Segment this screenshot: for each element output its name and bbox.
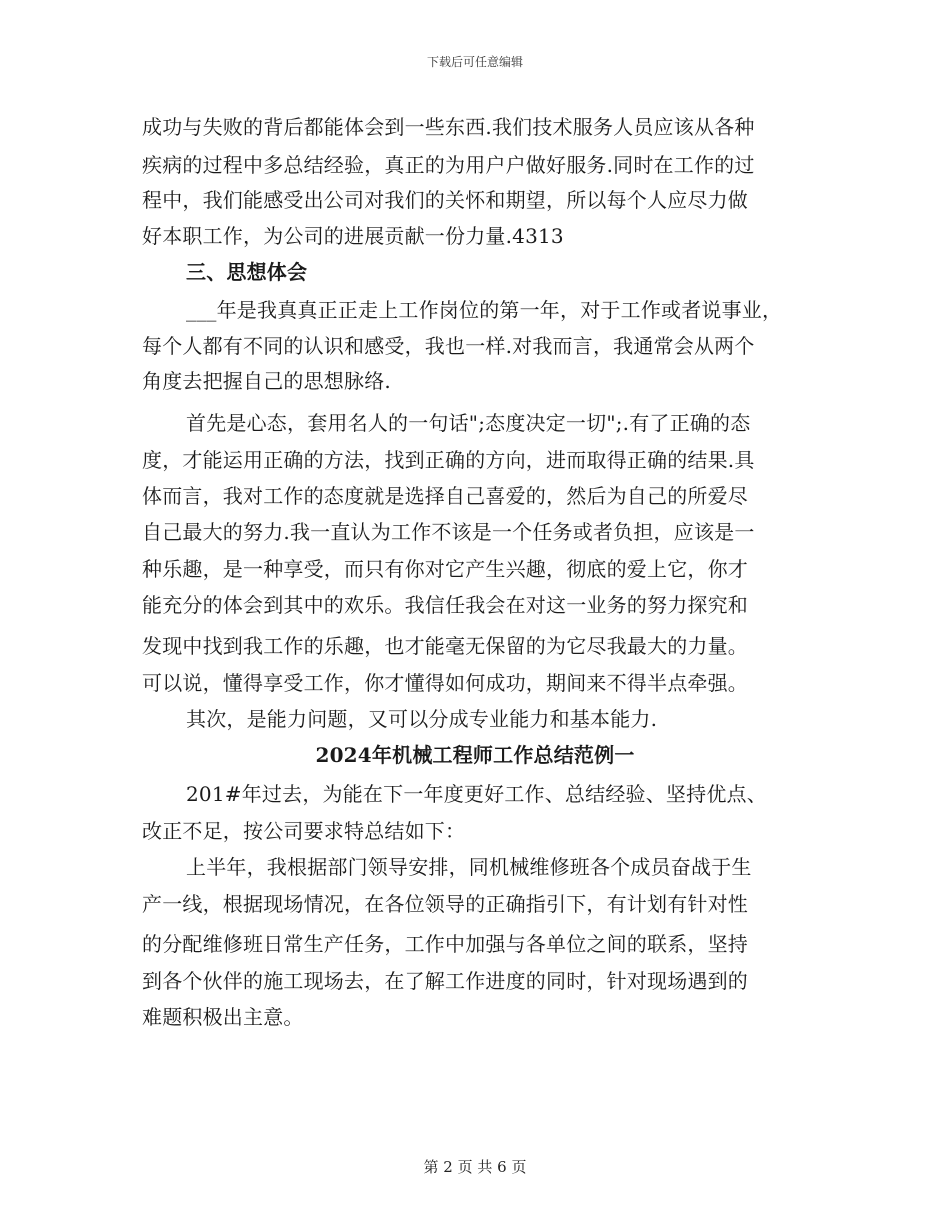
text-line: 自己最大的努力.我一直认为工作不该是一个任务或者负担，应该是一 <box>142 520 755 544</box>
text-line: 成功与失败的背后都能体会到一些东西.我们技术服务人员应该从各种 <box>142 115 755 139</box>
text-line: 每个人都有不同的认识和感受，我也一样.对我而言，我通常会从两个 <box>142 334 755 358</box>
text-line: 好本职工作，为公司的进展贡献一份力量.4313 <box>142 224 564 248</box>
text-line: ___年是我真真正正走上工作岗位的第一年，对于工作或者说事业， <box>186 298 783 322</box>
text-line: 难题积极出主意。 <box>142 1005 304 1029</box>
text-line: 发现中找到我工作的乐趣，也才能毫无保留的为它尽我最大的力量。 <box>142 634 748 658</box>
text-line: 角度去把握自己的思想脉络. <box>142 369 391 393</box>
text-line: 201#年过去，为能在下一年度更好工作、总结经验、坚持优点、 <box>186 782 767 806</box>
text-line: 体而言，我对工作的态度就是选择自己喜爱的，然后为自己的所爱尽 <box>142 484 748 508</box>
text-line: 改正不足，按公司要求特总结如下： <box>142 819 466 843</box>
text-line: 首先是心态，套用名人的一句话";态度决定一切";.有了正确的态 <box>186 411 751 435</box>
text-line: 度，才能运用正确的方法，找到正确的方向，进而取得正确的结果.具 <box>142 448 755 472</box>
text-line: 可以说，懂得享受工作，你才懂得如何成功，期间来不得半点牵强。 <box>142 671 748 695</box>
document-title: 2024年机械工程师工作总结范例一 <box>315 743 635 767</box>
text-line: 种乐趣，是一种享受，而只有你对它产生兴趣，彻底的爱上它，你才 <box>142 557 748 581</box>
page-number: 第 2 页 共 6 页 <box>423 1158 527 1176</box>
text-line: 的分配维修班日常生产任务，工作中加强与各单位之间的联系，坚持 <box>142 932 748 956</box>
text-line: 上半年，我根据部门领导安排，同机械维修班各个成员奋战于生 <box>186 855 752 879</box>
page-header: 下载后可任意编辑 <box>426 55 523 69</box>
text-line: 程中，我们能感受出公司对我们的关怀和期望，所以每个人应尽力做 <box>142 188 748 212</box>
text-line: 到各个伙伴的施工现场去，在了解工作进度的同时，针对现场遇到的 <box>142 969 748 993</box>
text-line: 能充分的体会到其中的欢乐。我信任我会在对这一业务的努力探究和 <box>142 593 748 617</box>
text-line: 产一线，根据现场情况，在各位领导的正确指引下，有计划有针对性 <box>142 892 748 916</box>
paragraph-ability: 其次，是能力问题，又可以分成专业能力和基本能力. <box>186 707 658 731</box>
section-heading: 三、思想体会 <box>186 260 308 284</box>
text-line: 疾病的过程中多总结经验，真正的为用户户做好服务.同时在工作的过 <box>142 153 755 177</box>
